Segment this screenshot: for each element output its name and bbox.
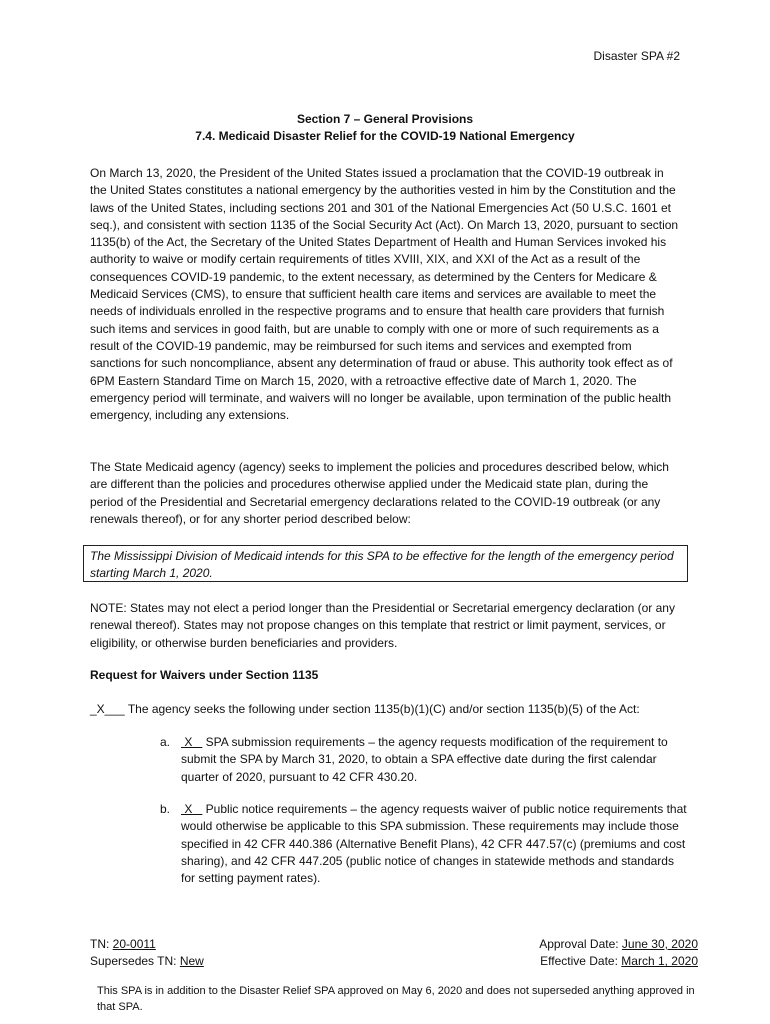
list-item-text: SPA submission requirements – the agency requests modification of the requirement to submit the SPA by March 31, 2020, to obtain a SPA effective date during the first calendar quarter of 2020, pursuant to 42 CFR 430.20. (181, 735, 668, 784)
effective-date-label: Effective Date: (540, 954, 622, 969)
waiver-request-line (90, 701, 640, 718)
subsection-title: 7.4. Medicaid Disaster Relief for the COVID-19 National Emergency (195, 129, 575, 143)
item-check-mark: X (181, 735, 203, 749)
list-marker: b. (160, 802, 171, 816)
approval-date-label: Approval Date: (539, 937, 622, 951)
footer-right (539, 936, 698, 971)
intro-paragraph: On March 13, 2020, the President of the United States issued a proclamation that the COVID-19 outbreak in the United States constitutes a national emergency by the authorities vested in him by the Constitution and the laws of the United States, including sections 201 and 301 of the National Emergencies Act (50 U.S.C. 1601 et seq.), and consistent with section 1135 of the Social Security Act (Act). On March 13, 2020, pursuant to section 1135(b) of the Act, the Secretary of the United States Department of Health and Human Services invoked his authority to waive or modify certain requirements of titles XVIII, XIX, and XXI of the Act as a result of the consequences COVID-19 pandemic, to the extent necessary, as determined by the Centers for Medicare & Medicaid Services (CMS), to ensure that sufficient health care items and services are available to meet the needs of individuals enrolled in the respective programs and to ensure that health care providers that furnish such items and services in good faith, but are unable to comply with one or more of such requirements as a result of the COVID-19 pandemic, may be reimbursed for such items and services and exempted from sanctions for such noncompliance, absent any determination of fraud or abuse. This authority took effect as of 6PM Eastern Standard Time on March 15, 2020, with a retroactive effective date of March 1, 2020. The emergency period will terminate, and waivers will no longer be available, upon termination of the public health emergency, including any extensions. (90, 166, 679, 423)
tn-line (90, 936, 204, 953)
tn-label: TN: (90, 937, 113, 951)
approval-date-value: June 30, 2020 (621, 937, 698, 951)
waiver-request-text: The agency seeks the following under section 1135(b)(1)(C) and/or section 1135(b)(5) of the Act: (124, 702, 640, 716)
supersedes-value: New (179, 954, 204, 969)
effective-date-value: March 1, 2020 (621, 954, 698, 969)
footer-left (90, 936, 204, 971)
item-check-mark: X (181, 802, 203, 816)
tn-value: 20-0011 (112, 937, 156, 951)
document-label: Disaster SPA #2 (593, 49, 680, 63)
section-title: Section 7 – General Provisions (296, 112, 474, 126)
agency-paragraph: The State Medicaid agency (agency) seeks to implement the policies and procedures described below, which are different than the policies and procedures otherwise applied under the Medicaid state plan, during the period of the Presidential and Secretarial emergency declarations related to the COVID-19 outbreak (or any renewals thereof), or for any shorter period described below: (90, 460, 669, 526)
list-item-text: Public notice requirements – the agency requests waiver of public notice requirements that would otherwise be applicable to this SPA submission. These requirements may include those specified in 42 CFR 440.386 (Alternative Benefit Plans), 42 CFR 447.57(c) (premiums and cost sharing), and 42 CFR 447.205 (public notice of changes in statewide methods and standards for setting payment rates). (181, 802, 687, 886)
list-item-content (181, 734, 691, 786)
note-paragraph: NOTE: States may not elect a period longer than the Presidential or Secretarial emergency declaration (or any renewal thereof). States may not propose changes on this template that restrict or limit payment, services, or eligibility, or otherwise burden beneficiaries and providers. (90, 601, 675, 650)
title-block (90, 111, 680, 145)
waiver-heading: Request for Waivers under Section 1135 (90, 668, 319, 682)
waiver-check-mark: _X___ (90, 702, 125, 716)
approval-date-line (539, 936, 698, 953)
supersedes-line (90, 953, 204, 970)
list-item-content (181, 801, 691, 887)
list-marker: a. (160, 735, 171, 749)
effective-date-line (539, 953, 698, 970)
supersedes-label: Supersedes TN: (90, 954, 180, 969)
footnote: This SPA is in addition to the Disaster Relief SPA approved on May 6, 2020 and does not superseded anything approved in that SPA. (97, 985, 695, 1013)
effective-period-box: The Mississippi Division of Medicaid intends for this SPA to be effective for the length of the emergency period starting March 1, 2020. (83, 545, 688, 582)
